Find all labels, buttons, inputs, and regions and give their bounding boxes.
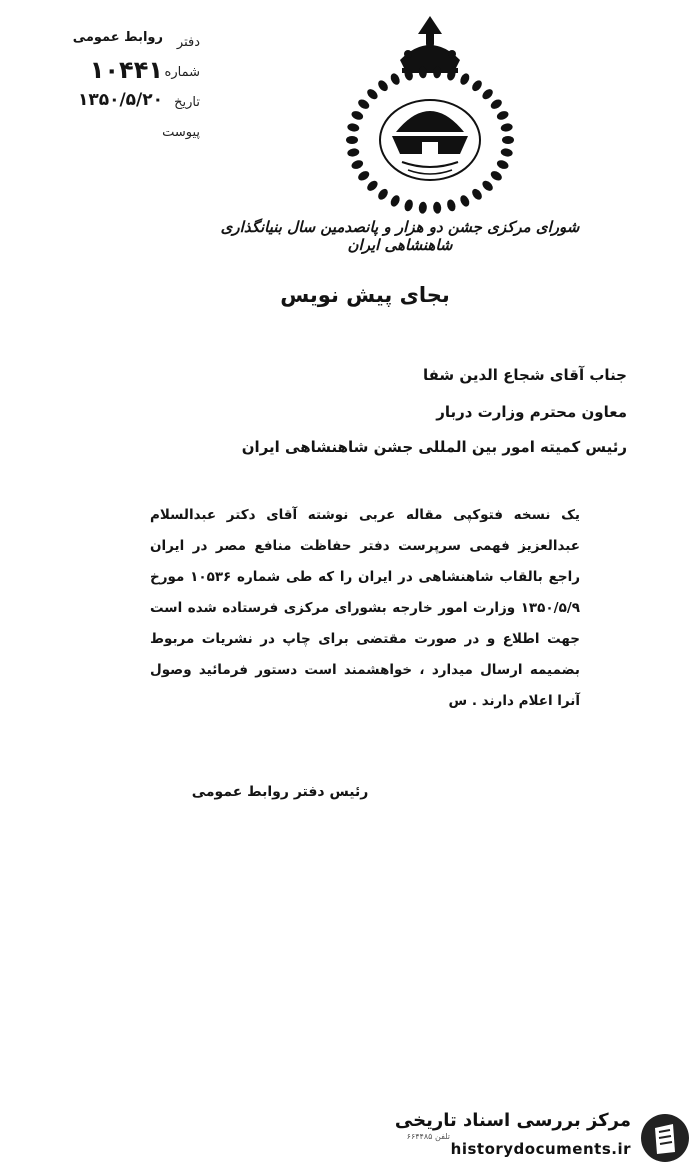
watermark-url: historydocuments.ir [450, 1140, 631, 1158]
attachment-label: پیوست [162, 125, 200, 140]
number-label: شماره [164, 65, 200, 80]
addressee-line-2: معاون محترم وزارت دربار [436, 403, 627, 421]
archive-logo-icon [639, 1112, 691, 1164]
letter-date: ۱۳۵۰/۵/۲۰ [77, 90, 163, 110]
council-emblem [330, 12, 530, 217]
date-label: تاریخ [174, 95, 200, 110]
office-value: روابط عمومی [72, 30, 163, 45]
addressee-line-1: جناب آقای شجاع الدین شفا [422, 366, 627, 384]
reference-values [48, 30, 163, 110]
letter-number: ۱۰۴۴۱ [89, 56, 163, 84]
watermark-title: مرکز بررسی اسناد تاریخی [394, 1110, 631, 1131]
archive-watermark [391, 1108, 691, 1168]
council-title: شورای مرکزی جشن دو هزار و پانصدمین سال بنیانگذاری شاهنشاهی ایران [220, 218, 580, 254]
addressee-line-3: رئیس کمیته امور بین المللی جشن شاهنشاهی ایران [241, 438, 627, 456]
office-label: دفتر [176, 35, 200, 50]
document-heading: بجای پیش نویس [280, 283, 450, 307]
letter-body: یک نسخه فتوکپی مقاله عربی نوشته آقای دکتر عبدالسلام عبدالعزیز فهمی سرپرست دفتر حفاظت منافع مصر در ایران راجع بالقاب شاهنشاهی در ایران را که طی شماره ۱۰۵۳۶ مورخ ۱۳۵۰/۵/۹ وزارت امور خارجه بشورای مرکزی فرستاده شده است جهت اطلاع و در صورت مقتضی برای چاپ در نشریات مربوط بضمیمه ارسال میدارد ، خواهشمند است دستور فرمائید وصول آنرا اعلام دارند . س [150, 507, 580, 709]
signature-title: رئیس دفتر روابط عمومی [191, 784, 369, 800]
footer-note: تلفن ۶۶۴۴۸۵ [406, 1132, 450, 1141]
